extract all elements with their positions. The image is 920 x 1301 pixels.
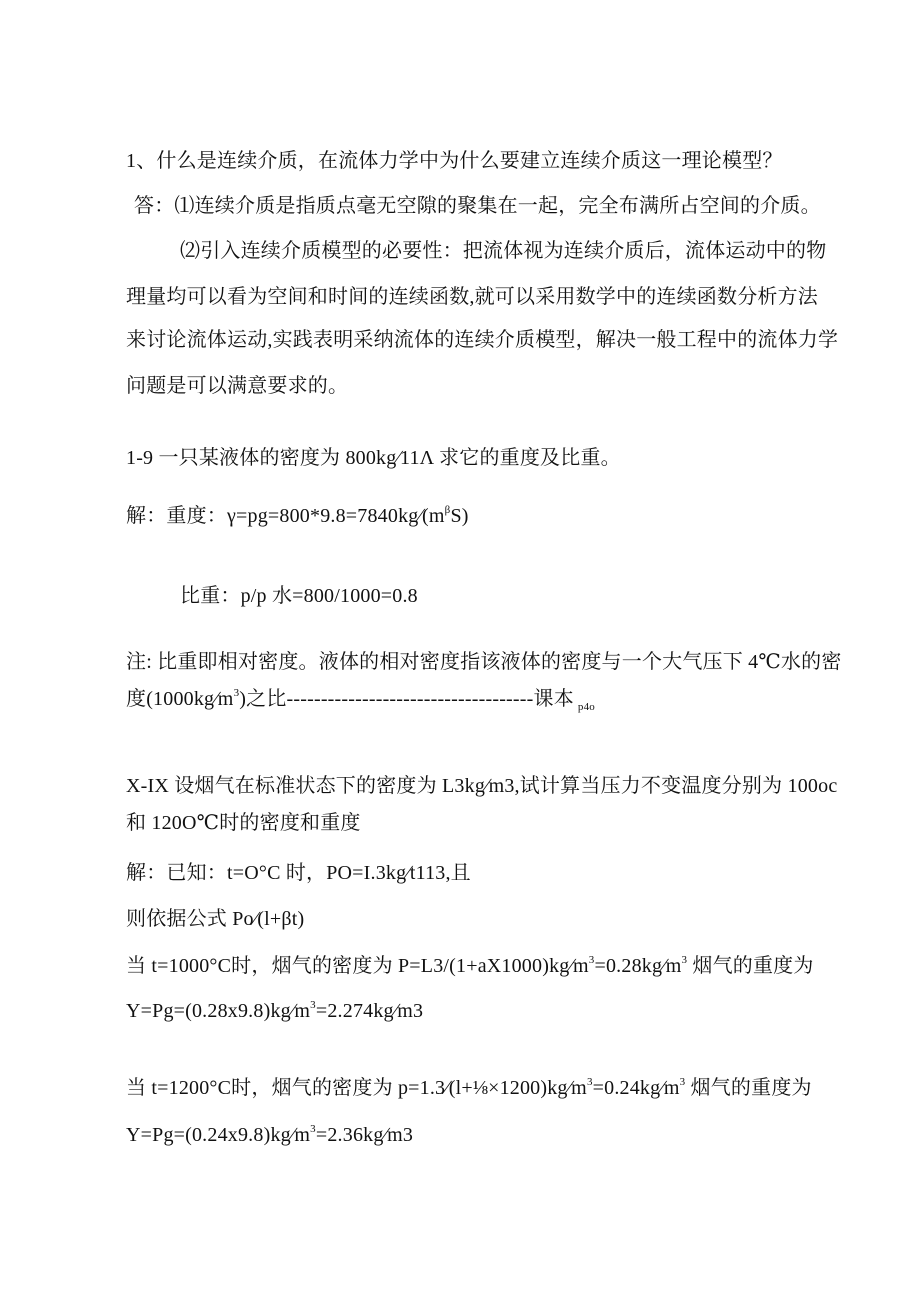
answer-1-part-2-line-3: 来讨论流体运动,实践表明采纳流体的连续介质模型，解决一般工程中的流体力学 (126, 329, 839, 351)
solution-formula: 则依据公式 Po∕(l+βt) (126, 908, 305, 930)
answer-1-part-2-line-2: 理量均可以看为空间和时间的连续函数,就可以采用数学中的连续函数分析方法 (126, 286, 818, 308)
answer-1-part-2-line-1: ⑵引入连续介质模型的必要性：把流体视为连续介质后，流体运动中的物 (180, 240, 827, 262)
problem-x-ix-line-1: X-IX 设烟气在标准状态下的密度为 L3kg∕m3,试计算当压力不变温度分别为 100oc (126, 775, 838, 797)
answer-1-part-2-line-4: 问题是可以满意要求的。 (126, 375, 349, 397)
solution-weight-1000: $Y=Pg=(0.28x9.8)kg∕m^3=2.274kg∕m3$ (126, 999, 424, 1022)
note-line-2: 度$(1000kg∕m^3)$之比------------------------------------课本 $_{p4o}$ (126, 687, 596, 713)
question-1: 1、什么是连续介质，在流体力学中为什么要建立连续介质这一理论模型？ (126, 150, 783, 172)
solution-density-1000: 当 t=1000°C时，烟气的密度为 $P=L3/(1+aX1000)kg∕m^3=0.28kg∕m^3$ 烟气的重度为 (126, 954, 814, 977)
solution-specific-gravity: 比重：p/p 水=800/1000=0.8 (180, 585, 418, 607)
problem-1-9: 1-9 一只某液体的密度为 800kg∕11Λ 求它的重度及比重。 (126, 447, 621, 469)
solution-given: 解：已知：t=O°C 时，PO=I.3kg∕t113,且 (126, 862, 471, 884)
answer-1-part-1: 答：⑴连续介质是指质点毫无空隙的聚集在一起，完全布满所占空间的介质。 (134, 195, 821, 217)
note-line-1: 注: 比重即相对密度。液体的相对密度指该液体的密度与一个大气压下 4℃水的密 (126, 651, 842, 673)
problem-x-ix-line-2: 和 120O℃时的密度和重度 (126, 812, 361, 834)
solution-specific-weight: 解：重度：$\gamma=pg=800*9.8=7840kg∕(m^\beta S)$ (126, 504, 469, 527)
solution-density-1200: 当 t=1200°C时，烟气的密度为 $p=1.3∕(l+\frac{1}{8}\times 1200)kg∕m^3=0.24kg∕m^3$ 烟气的重度为 (126, 1076, 812, 1099)
solution-weight-1200: $Y=Pg=(0.24x9.8)kg∕m^3=2.36kg∕m3$ (126, 1123, 414, 1146)
